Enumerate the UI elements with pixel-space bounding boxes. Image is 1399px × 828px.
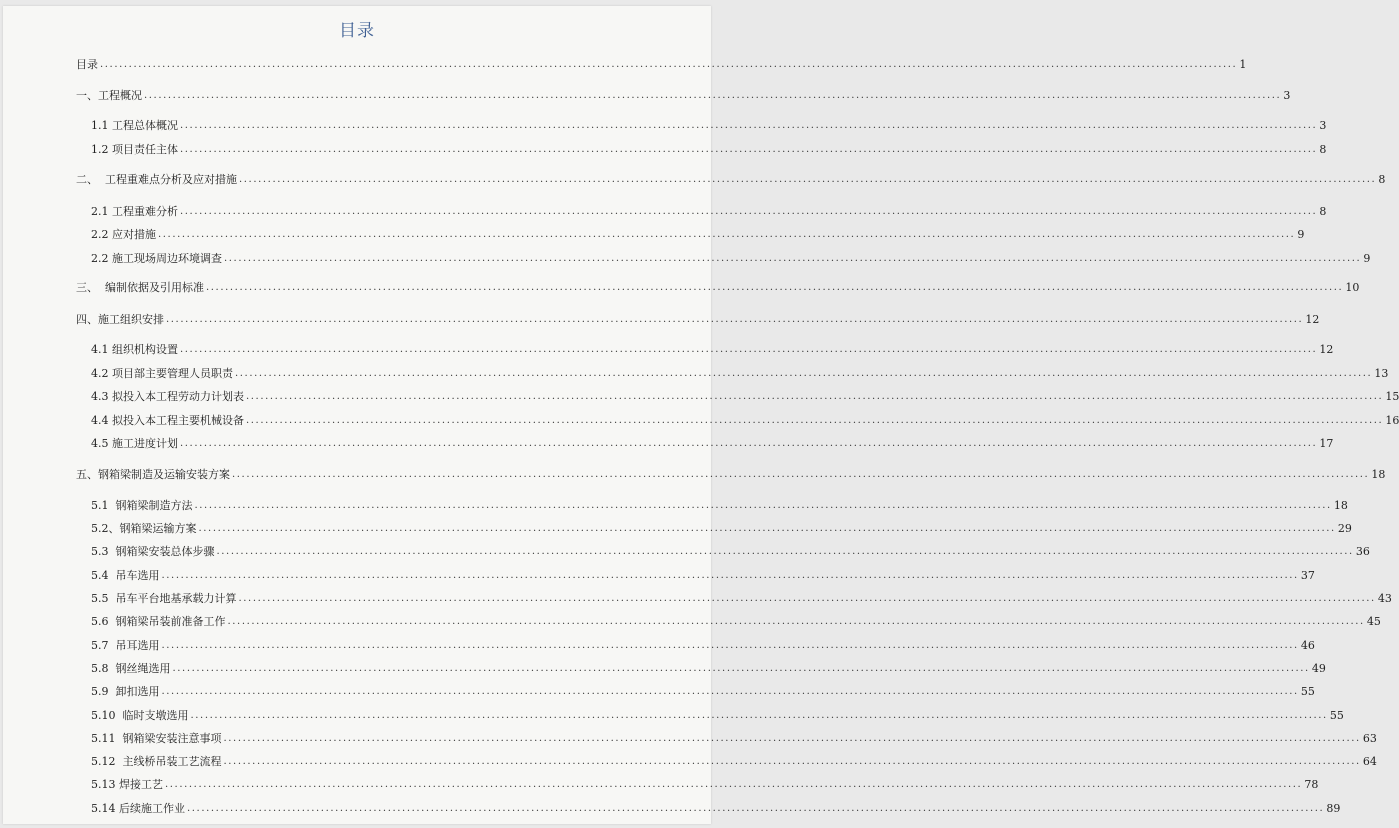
toc-leader-dots: .............................................................................................................................................................................................................................................. [166, 314, 1304, 325]
toc-leader-dots: .............................................................................................................................................................................................................................................. [216, 546, 1354, 557]
toc-entry-page-number: 3 [1319, 119, 1327, 132]
toc-entry-page-number: 1 [1239, 58, 1247, 71]
toc-entry[interactable] [91, 495, 1348, 513]
toc-entry-page-number: 55 [1300, 685, 1315, 698]
toc-entry[interactable] [91, 386, 1399, 404]
toc-entry[interactable] [91, 139, 1327, 157]
toc-leader-dots: .............................................................................................................................................................................................................................................. [235, 368, 1373, 379]
toc-entry-page-number: 29 [1337, 522, 1352, 535]
toc-leader-dots: .............................................................................................................................................................................................................................................. [180, 438, 1318, 449]
toc-entry[interactable] [91, 224, 1305, 242]
toc-entry[interactable] [76, 309, 1320, 327]
toc-entry-label: 5.4 吊车选用 [91, 569, 160, 582]
toc-entry-label: 5.14 后续施工作业 [91, 802, 185, 815]
toc-entry[interactable] [91, 635, 1315, 653]
toc-entry-label: 5.7 吊耳选用 [91, 639, 160, 652]
toc-entry-label: 5.1 钢箱梁制造方法 [91, 499, 193, 512]
toc-entry-label: 二、 工程重难点分析及应对措施 [76, 173, 237, 186]
toc-entry-page-number: 63 [1362, 732, 1377, 745]
toc-entry-label: 4.5 施工进度计划 [91, 437, 178, 450]
toc-entry-label: 4.4 拟投入本工程主要机械设备 [91, 414, 244, 427]
toc-entry[interactable] [91, 681, 1315, 699]
toc-leader-dots: .............................................................................................................................................................................................................................................. [158, 229, 1296, 240]
toc-entry-page-number: 8 [1378, 173, 1386, 186]
toc-entry-label: 5.12 主线桥吊装工艺流程 [91, 755, 222, 768]
toc-leader-dots: .............................................................................................................................................................................................................................................. [165, 779, 1303, 790]
toc-entry-page-number: 43 [1377, 592, 1392, 605]
toc-entry-label: 1.1 工程总体概况 [91, 119, 178, 132]
toc-leader-dots: .............................................................................................................................................................................................................................................. [180, 206, 1318, 217]
toc-entry[interactable] [91, 248, 1371, 266]
toc-entry-page-number: 18 [1333, 499, 1348, 512]
toc-entry-label: 5.2、钢箱梁运输方案 [91, 522, 197, 535]
toc-leader-dots: .............................................................................................................................................................................................................................................. [172, 663, 1310, 674]
toc-leader-dots: .............................................................................................................................................................................................................................................. [198, 523, 1336, 534]
document-page [3, 6, 1399, 824]
toc-entry[interactable] [91, 339, 1334, 357]
toc-entry-label: 5.5 吊车平台地基承载力计算 [91, 592, 237, 605]
toc-leader-dots: .............................................................................................................................................................................................................................................. [238, 593, 1376, 604]
toc-entry[interactable] [91, 611, 1381, 629]
toc-entry-page-number: 16 [1385, 414, 1399, 427]
toc-entry-label: 一、工程概况 [76, 89, 142, 102]
toc-entry-label: 2.2 施工现场周边环境调查 [91, 252, 222, 265]
toc-entry-label: 4.3 拟投入本工程劳动力计划表 [91, 390, 244, 403]
toc-entry-label: 2.1 工程重难分析 [91, 205, 178, 218]
toc-entry-page-number: 17 [1319, 437, 1334, 450]
toc-entry[interactable] [76, 464, 1386, 482]
toc-entry-label: 5.8 钢丝绳选用 [91, 662, 171, 675]
toc-entry-label: 5.9 卸扣选用 [91, 685, 160, 698]
toc-entry-page-number: 15 [1385, 390, 1399, 403]
toc-entry[interactable] [91, 658, 1326, 676]
toc-entry-page-number: 37 [1300, 569, 1315, 582]
toc-leader-dots: .............................................................................................................................................................................................................................................. [161, 686, 1299, 697]
toc-entry[interactable] [91, 588, 1392, 606]
toc-leader-dots: .............................................................................................................................................................................................................................................. [224, 253, 1362, 264]
toc-entry-label: 1.2 项目责任主体 [91, 143, 178, 156]
toc-entry-label: 5.10 临时支墩选用 [91, 709, 189, 722]
toc-entry-label: 三、 编制依据及引用标准 [76, 281, 204, 294]
toc-entry[interactable] [91, 363, 1389, 381]
toc-entry-page-number: 89 [1326, 802, 1341, 815]
toc-entry[interactable] [91, 751, 1377, 769]
toc-leader-dots: .............................................................................................................................................................................................................................................. [232, 469, 1370, 480]
toc-leader-dots: .............................................................................................................................................................................................................................................. [144, 90, 1282, 101]
toc-leader-dots: .............................................................................................................................................................................................................................................. [180, 344, 1318, 355]
toc-entry-label: 5.11 钢箱梁安装注意事项 [91, 732, 222, 745]
toc-entry[interactable] [91, 541, 1370, 559]
toc-leader-dots: .............................................................................................................................................................................................................................................. [239, 174, 1377, 185]
toc-leader-dots: .............................................................................................................................................................................................................................................. [180, 144, 1318, 155]
toc-entry-label: 4.1 组织机构设置 [91, 343, 178, 356]
toc-entry-label: 5.6 钢箱梁吊装前准备工作 [91, 615, 226, 628]
toc-entry-label: 2.2 应对措施 [91, 228, 156, 241]
toc-entry-page-number: 45 [1366, 615, 1381, 628]
toc-entry[interactable] [91, 518, 1352, 536]
toc-title: 目录 [339, 21, 375, 41]
toc-entry-label: 5.13 焊接工艺 [91, 778, 163, 791]
toc-entry-page-number: 13 [1374, 367, 1389, 380]
toc-entry-label: 目录 [76, 58, 98, 71]
toc-entry-label: 五、钢箱梁制造及运输安装方案 [76, 468, 230, 481]
toc-leader-dots: .............................................................................................................................................................................................................................................. [187, 803, 1325, 814]
toc-entry[interactable] [91, 115, 1327, 133]
toc-entry-page-number: 46 [1300, 639, 1315, 652]
toc-entry-page-number: 64 [1362, 755, 1377, 768]
toc-entry[interactable] [91, 410, 1399, 428]
toc-entry-page-number: 18 [1371, 468, 1386, 481]
toc-leader-dots: .............................................................................................................................................................................................................................................. [161, 570, 1299, 581]
toc-entry[interactable] [91, 201, 1327, 219]
toc-entry[interactable] [76, 54, 1247, 72]
toc-entry-page-number: 12 [1319, 343, 1334, 356]
toc-leader-dots: .............................................................................................................................................................................................................................................. [190, 710, 1328, 721]
toc-entry-page-number: 12 [1305, 313, 1320, 326]
toc-entry-page-number: 3 [1283, 89, 1291, 102]
toc-entry[interactable] [76, 277, 1360, 295]
toc-entry-page-number: 10 [1345, 281, 1360, 294]
toc-entry[interactable] [91, 705, 1344, 723]
toc-leader-dots: .............................................................................................................................................................................................................................................. [194, 500, 1332, 511]
toc-entry[interactable] [76, 169, 1386, 187]
toc-entry[interactable] [91, 798, 1341, 816]
toc-leader-dots: .............................................................................................................................................................................................................................................. [227, 616, 1365, 627]
toc-entry[interactable] [91, 565, 1315, 583]
toc-entry[interactable] [91, 433, 1334, 451]
toc-entry-page-number: 9 [1363, 252, 1371, 265]
toc-entry-page-number: 36 [1355, 545, 1370, 558]
toc-entry-page-number: 9 [1297, 228, 1305, 241]
toc-entry-label: 5.3 钢箱梁安装总体步骤 [91, 545, 215, 558]
toc-leader-dots: .............................................................................................................................................................................................................................................. [223, 733, 1361, 744]
toc-leader-dots: .............................................................................................................................................................................................................................................. [206, 282, 1344, 293]
toc-entry-page-number: 8 [1319, 205, 1327, 218]
toc-leader-dots: .............................................................................................................................................................................................................................................. [161, 640, 1299, 651]
toc-entry-page-number: 49 [1311, 662, 1326, 675]
toc-entry[interactable] [76, 85, 1291, 103]
toc-entry-page-number: 55 [1329, 709, 1344, 722]
toc-leader-dots: .............................................................................................................................................................................................................................................. [223, 756, 1361, 767]
toc-leader-dots: .............................................................................................................................................................................................................................................. [100, 59, 1238, 70]
toc-leader-dots: .............................................................................................................................................................................................................................................. [180, 120, 1318, 131]
toc-entry-label: 四、施工组织安排 [76, 313, 164, 326]
toc-leader-dots: .............................................................................................................................................................................................................................................. [246, 415, 1384, 426]
toc-entry[interactable] [91, 728, 1377, 746]
toc-entry[interactable] [91, 774, 1319, 792]
toc-entry-page-number: 8 [1319, 143, 1327, 156]
toc-leader-dots: .............................................................................................................................................................................................................................................. [246, 391, 1384, 402]
toc-entry-page-number: 78 [1304, 778, 1319, 791]
toc-entry-label: 4.2 项目部主要管理人员职责 [91, 367, 233, 380]
